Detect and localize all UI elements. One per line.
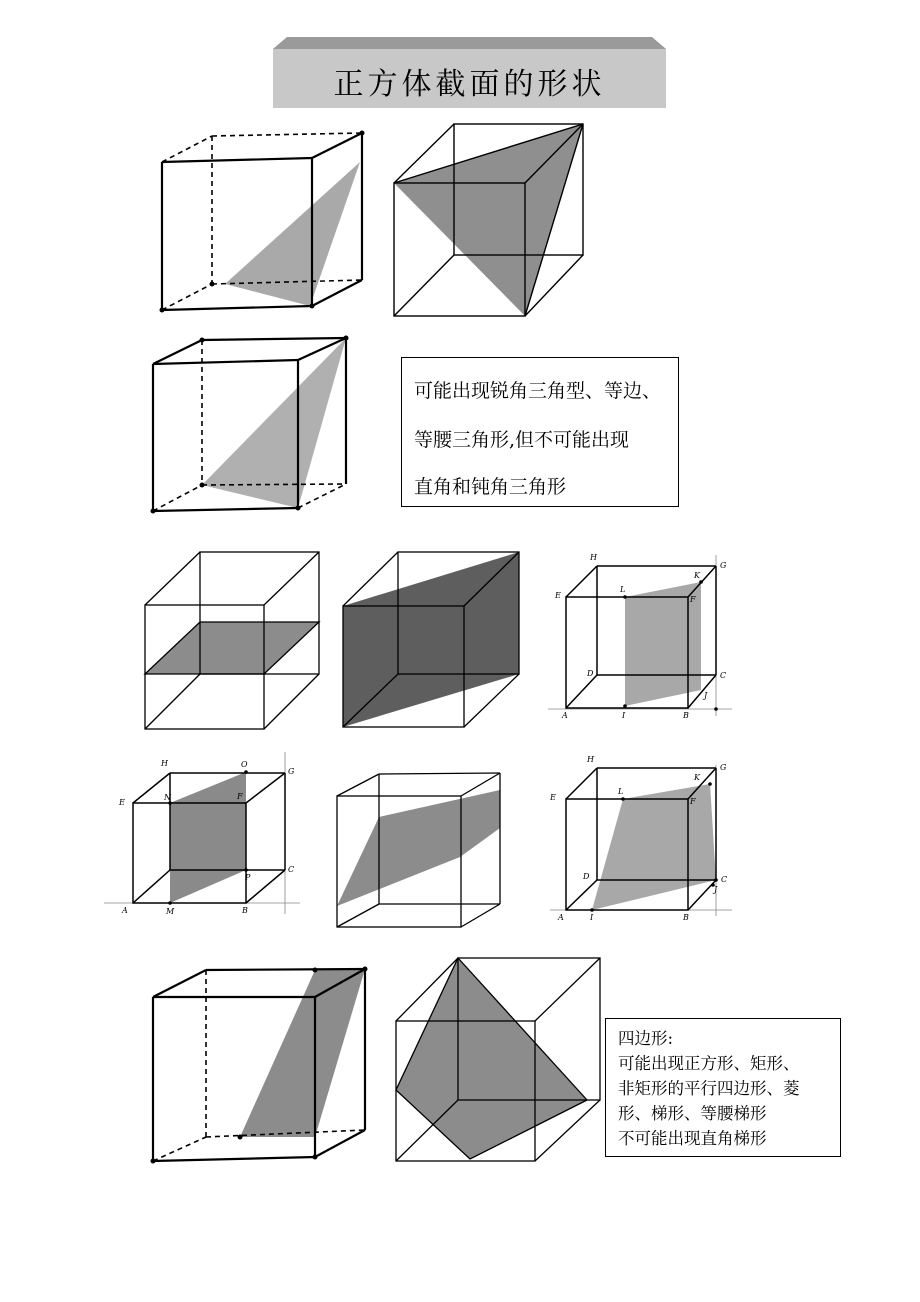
quad-note-line-5: 不可能出现直角梯形 xyxy=(618,1129,767,1148)
vertex-label: G xyxy=(720,561,727,570)
vertex-label: D xyxy=(587,669,594,678)
vertex-label: O xyxy=(241,760,248,769)
vertex-label: E xyxy=(550,793,556,802)
vertex-label: J xyxy=(714,885,718,894)
vertex-label: M xyxy=(166,907,175,916)
vertex-label: H xyxy=(590,553,597,562)
vertex-label: B xyxy=(683,711,689,720)
vertex-label: P xyxy=(245,873,251,882)
triangle-note-line-2: 等腰三角形,但不可能出现 xyxy=(414,429,630,451)
triangle-note-line-3: 直角和钝角三角形 xyxy=(414,476,567,498)
page-title: 正方体截面的形状 xyxy=(333,67,606,102)
vertex-label: F xyxy=(690,797,696,806)
vertex-label: N xyxy=(164,793,171,802)
vertex-label: I xyxy=(622,711,626,720)
vertex-label: H xyxy=(587,755,594,764)
vertex-label: L xyxy=(618,787,624,796)
vertex-label: C xyxy=(721,875,728,884)
vertex-label: G xyxy=(720,763,727,772)
vertex-label: G xyxy=(288,767,295,776)
vertex-label: B xyxy=(242,906,248,915)
vertex-label: A xyxy=(122,906,128,915)
vertex-label: E xyxy=(555,591,561,600)
vertex-label: I xyxy=(590,913,594,922)
vertex-label: F xyxy=(690,595,696,604)
vertex-label: F xyxy=(237,792,243,801)
quad-note-line-4: 形、梯形、等腰梯形 xyxy=(618,1104,767,1123)
vertex-label: L xyxy=(620,585,626,594)
quad-note-line-3: 非矩形的平行四边形、菱 xyxy=(618,1079,800,1098)
triangle-note-line-1: 可能出现锐角三角型、等边、 xyxy=(414,380,662,402)
vertex-label: C xyxy=(720,671,727,680)
vertex-label: E xyxy=(119,798,125,807)
vertex-label: H xyxy=(161,759,168,768)
quad-note xyxy=(605,1018,841,1157)
quad-note-line-1: 四边形: xyxy=(618,1029,674,1048)
vertex-label: B xyxy=(683,913,689,922)
vertex-label: J xyxy=(704,691,708,700)
vertex-label: A xyxy=(562,711,568,720)
vertex-label: K xyxy=(694,571,700,580)
vertex-label: A xyxy=(558,913,564,922)
vertex-label: D xyxy=(583,872,590,881)
quad-note-line-2: 可能出现正方形、矩形、 xyxy=(618,1054,800,1073)
vertex-label: K xyxy=(694,773,700,782)
vertex-label: C xyxy=(288,865,295,874)
